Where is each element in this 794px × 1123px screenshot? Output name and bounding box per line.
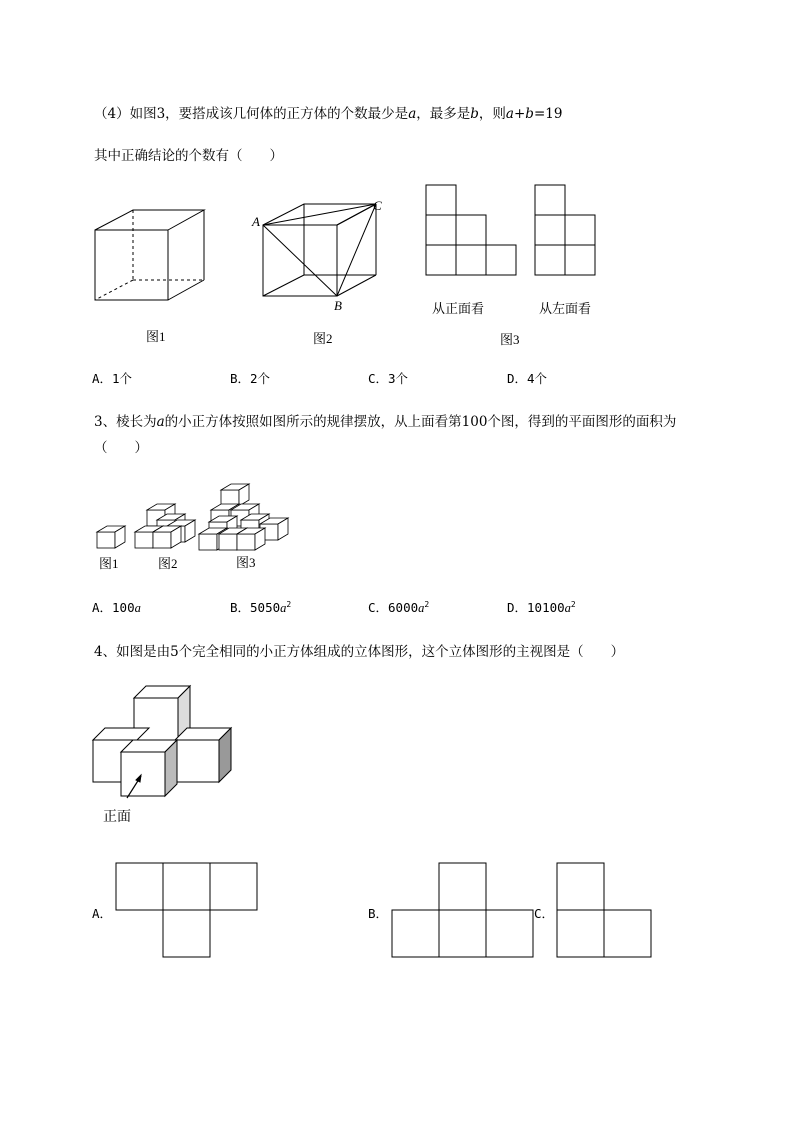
q3-fig2-caption: 图2 (158, 556, 178, 571)
q2-fig3-front-label: 从正面看 (432, 301, 485, 316)
q2-option-c[interactable]: C．3个 (368, 371, 409, 386)
q4-option-c-figure[interactable] (556, 862, 656, 960)
q3-stem: 3、棱长为a的小正方体按照如图所示的规律摆放，从上面看第100个图，得到的平面图形的面积为 (94, 414, 677, 430)
q2-fig2-label-B: B (334, 298, 342, 313)
item4-mid1: ，最多是 (416, 106, 471, 122)
q4-option-b-figure[interactable] (391, 862, 537, 960)
q4-front-label: 正面 (103, 809, 131, 825)
item4-plus: + (513, 106, 526, 122)
q4-option-a-label[interactable]: A． (92, 906, 113, 921)
q4-option-a-figure[interactable] (115, 862, 260, 960)
q2-fig2-cube (263, 204, 383, 298)
item4-var-b: b (470, 106, 479, 122)
q2-fig3-caption: 图3 (500, 332, 520, 347)
q2-fig1-caption: 图1 (146, 329, 166, 344)
q3-cube-figures (95, 482, 295, 562)
q2-fig2-label-C: C (373, 198, 382, 213)
item4-mid2: ，则 (478, 106, 506, 122)
q2-option-d[interactable]: D．4个 (507, 371, 548, 386)
item4-eq: =19 (533, 106, 563, 122)
q2-fig3-left-view (534, 184, 596, 276)
q2-fig2-caption: 图2 (313, 331, 333, 346)
q2-fig3-left-label: 从左面看 (539, 301, 592, 316)
item4-var-a2: a (505, 106, 514, 122)
q3-option-d[interactable]: D．$10100a^2$ (507, 599, 576, 615)
q3-fig1-caption: 图1 (99, 556, 119, 571)
item4-var-b2: b (525, 106, 534, 122)
q2-question: 其中正确结论的个数有（ ） (94, 148, 283, 164)
q2-option-a[interactable]: A．1个 (92, 371, 133, 386)
q2-option-b[interactable]: B．2个 (230, 371, 271, 386)
item4-var-a: a (408, 106, 417, 122)
q2-fig1-cube (95, 210, 205, 302)
q2-fig3-front-view (425, 184, 519, 276)
q2-fig2-label-A: A (252, 214, 260, 229)
q4-option-c-label[interactable]: C． (534, 906, 555, 921)
item4-prefix: （4）如图3，要搭成该几何体的正方体的个数最少是 (94, 106, 409, 122)
q4-option-b-label[interactable]: B． (368, 906, 389, 921)
q4-stem: 4、如图是由5个完全相同的小正方体组成的立体图形，这个立体图形的主视图是（ ） (94, 644, 625, 660)
q3-paren: （ ） (94, 440, 148, 456)
q3-option-b[interactable]: B．$5050a^2$ (230, 599, 292, 615)
q3-option-a[interactable]: A．100a (92, 600, 141, 615)
item4-line (94, 102, 562, 122)
q3-option-c[interactable]: C．$6000a^2$ (368, 599, 430, 615)
q3-fig3-caption: 图3 (236, 555, 256, 570)
q4-solid-figure (93, 686, 235, 800)
